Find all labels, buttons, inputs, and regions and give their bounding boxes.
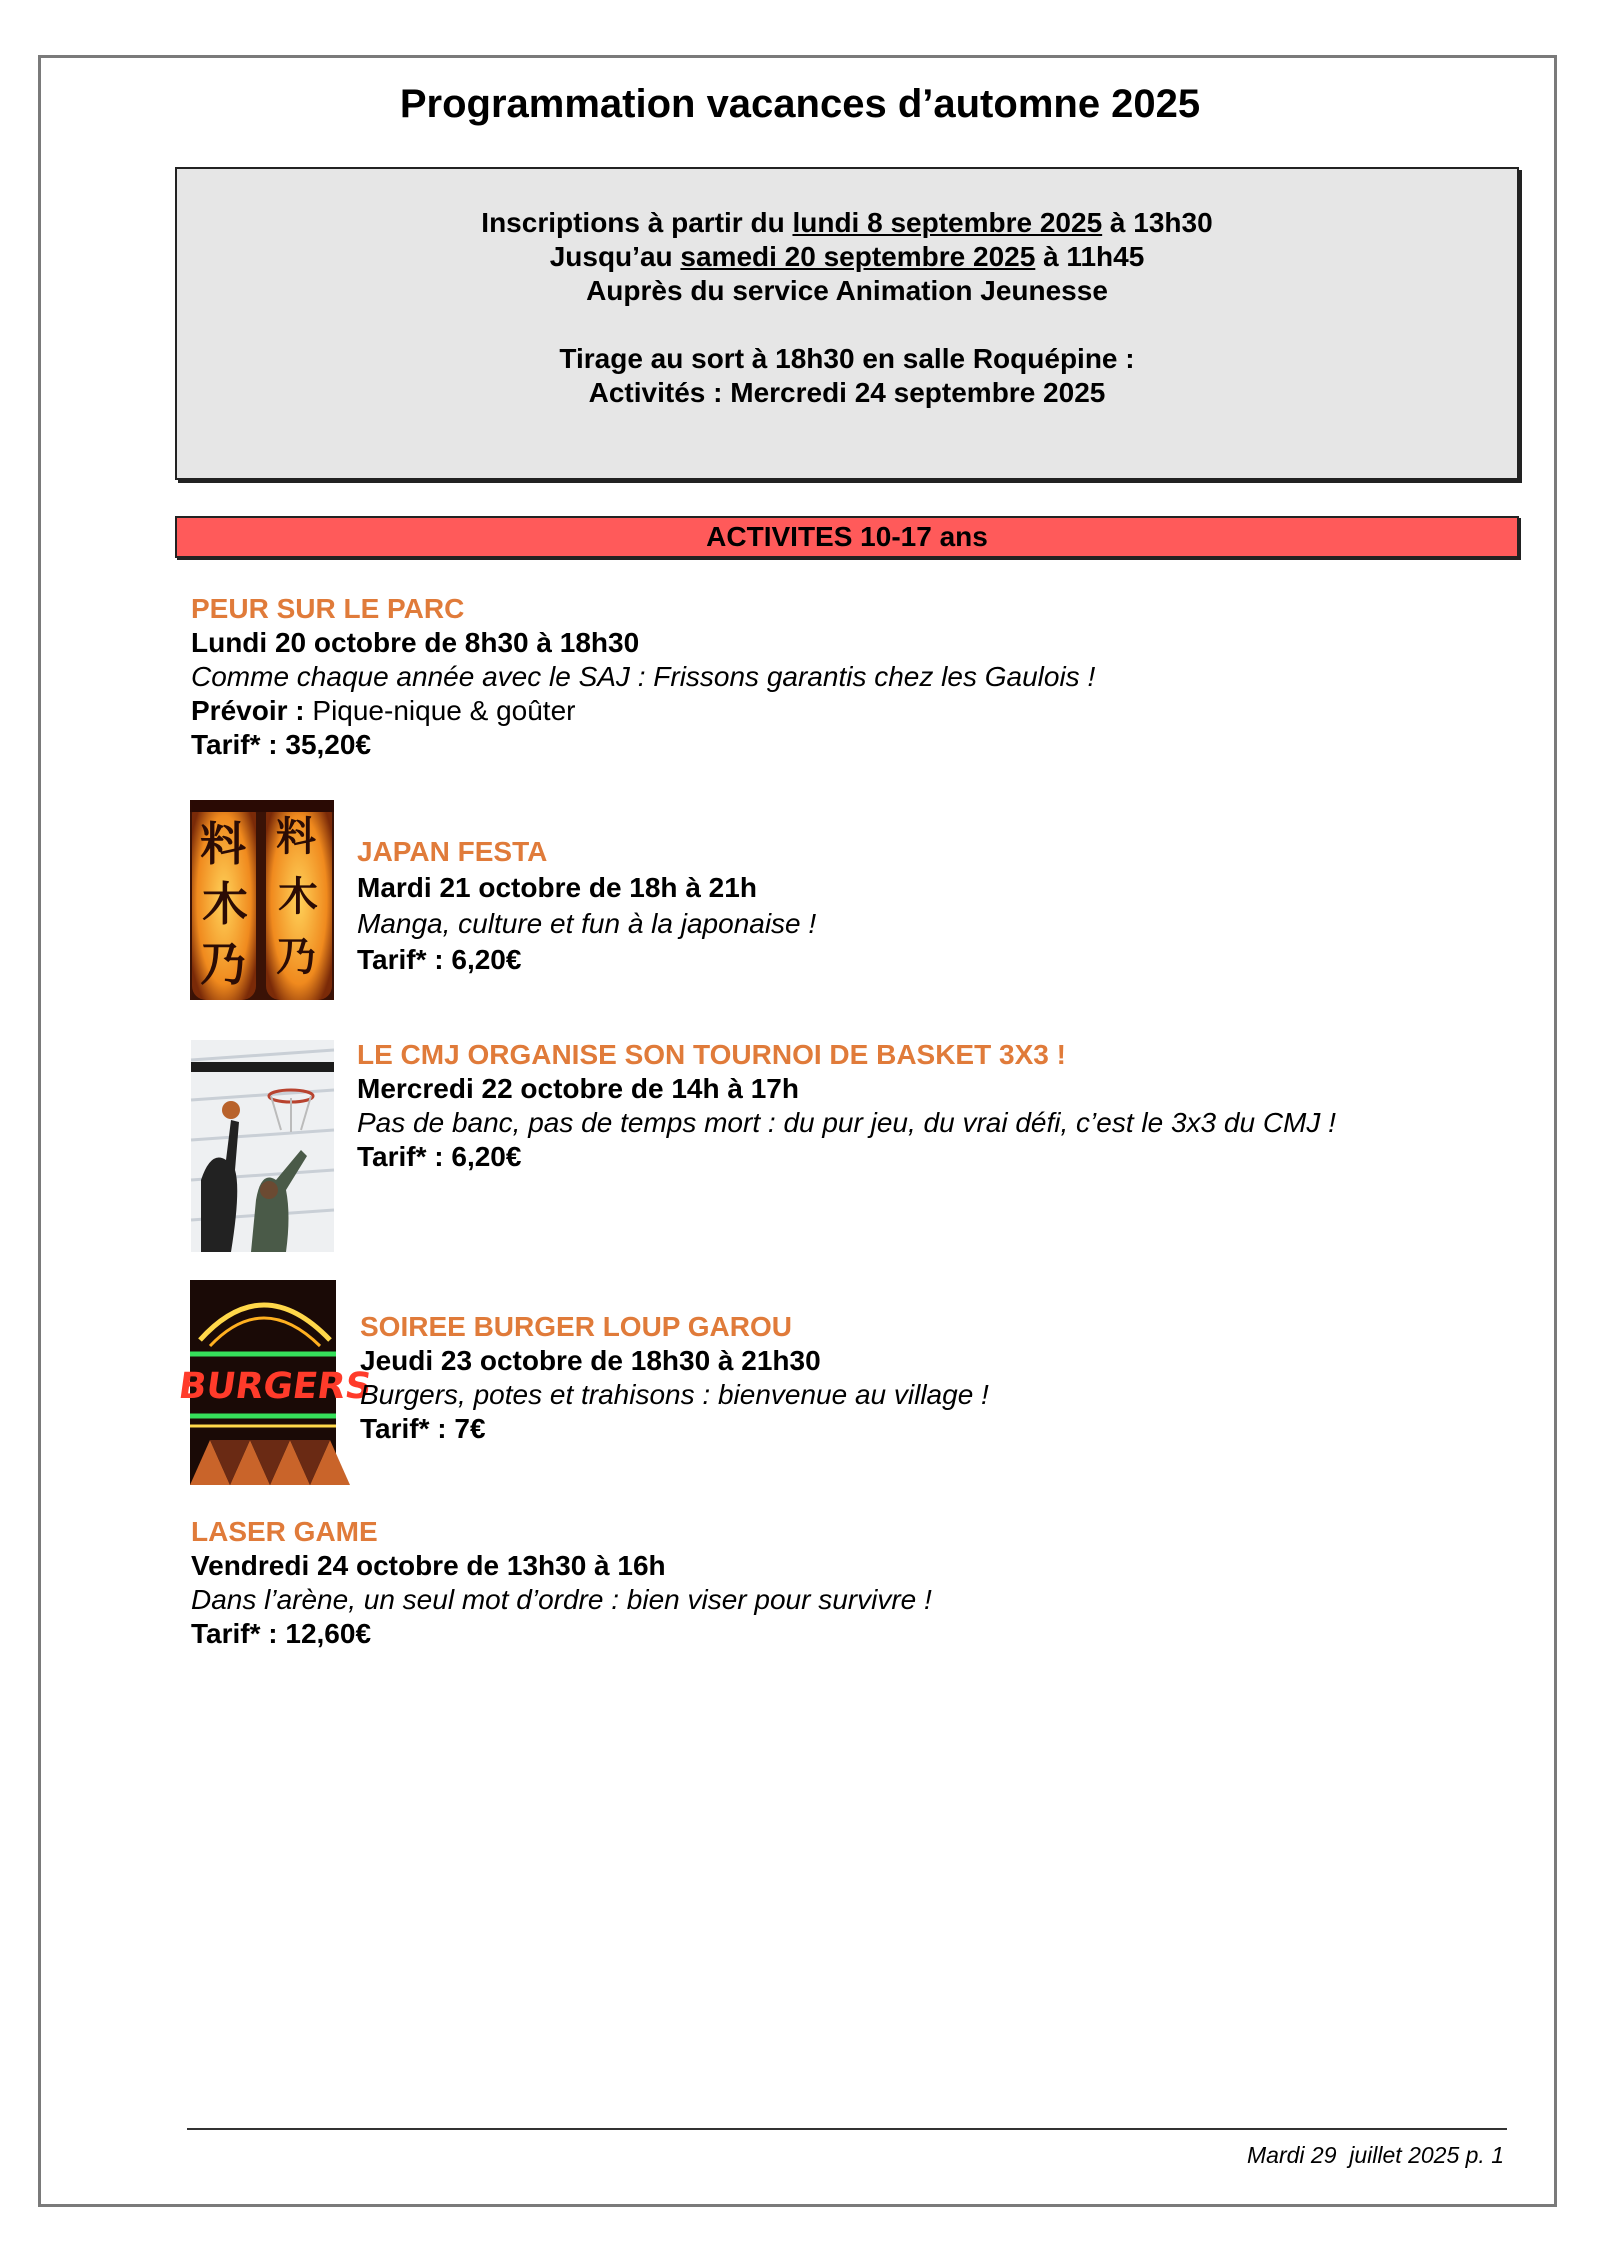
registration-start-line: Inscriptions à partir du lundi 8 septembre 2025 à 13h30 — [481, 207, 1213, 238]
activity-date: Jeudi 23 octobre de 18h30 à 21h30 — [360, 1345, 821, 1376]
svg-text:BURGERS: BURGERS — [176, 1364, 375, 1407]
draw-info: Tirage au sort à 18h30 en salle Roquépine : — [559, 343, 1135, 374]
activity-date: Vendredi 24 octobre de 13h30 à 16h — [191, 1550, 666, 1581]
registration-end-date: samedi 20 septembre 2025 — [680, 241, 1036, 272]
svg-text:料: 料 — [200, 817, 246, 871]
activity-tarif: Tarif* : 35,20€ — [191, 729, 372, 760]
activity-prevoir: Prévoir : Pique-nique & goûter — [191, 695, 576, 726]
draw-date: Activités : Mercredi 24 septembre 2025 — [588, 377, 1106, 408]
footer-divider — [187, 2128, 1507, 2130]
activity-soiree-burger — [360, 1310, 989, 1446]
activity-date: Mercredi 22 octobre de 14h à 17h — [357, 1073, 799, 1104]
svg-text:乃: 乃 — [276, 934, 316, 980]
activity-description: Pas de banc, pas de temps mort : du pur jeu, du vrai défi, c’est le 3x3 du CMJ ! — [357, 1107, 1336, 1138]
svg-text:木: 木 — [202, 877, 248, 931]
activity-tournoi-basket — [357, 1038, 1336, 1174]
basketball-players-image — [191, 1040, 334, 1252]
activity-tarif: Tarif* : 12,60€ — [191, 1618, 372, 1649]
footer-date-page: Mardi 29 juillet 2025 p. 1 — [1247, 2142, 1504, 2168]
activity-peur-sur-le-parc — [191, 592, 1095, 762]
activity-description: Dans l’arène, un seul mot d’ordre : bien viser pour survivre ! — [191, 1584, 932, 1615]
activity-date: Lundi 20 octobre de 8h30 à 18h30 — [191, 627, 640, 658]
activity-description: Comme chaque année avec le SAJ : Frissons garantis chez les Gaulois ! — [191, 661, 1096, 692]
activity-title: LASER GAME — [191, 1516, 378, 1547]
activity-tarif: Tarif* : 6,20€ — [357, 944, 522, 975]
activity-date: Mardi 21 octobre de 18h à 21h — [357, 872, 757, 903]
burgers-neon-image — [176, 1280, 375, 1485]
registration-start-date: lundi 8 septembre 2025 — [792, 207, 1103, 238]
activity-japan-festa — [357, 834, 816, 978]
registration-location: Auprès du service Animation Jeunesse — [586, 275, 1108, 306]
activity-description: Manga, culture et fun à la japonaise ! — [357, 908, 817, 939]
svg-text:料: 料 — [276, 814, 316, 860]
activity-laser-game — [191, 1515, 932, 1651]
activity-tarif: Tarif* : 6,20€ — [357, 1141, 522, 1172]
activity-title: JAPAN FESTA — [357, 836, 548, 867]
activity-title: SOIREE BURGER LOUP GAROU — [360, 1311, 792, 1342]
section-header-activities: ACTIVITES 10-17 ans — [175, 516, 1519, 558]
registration-info-box — [175, 167, 1519, 480]
activity-description: Burgers, potes et trahisons : bienvenue au village ! — [360, 1379, 989, 1410]
activity-title: PEUR SUR LE PARC — [191, 593, 465, 624]
activity-title: LE CMJ ORGANISE SON TOURNOI DE BASKET 3X3 ! — [357, 1039, 1066, 1070]
registration-end-line: Jusqu’au samedi 20 septembre 2025 à 11h45 — [549, 241, 1145, 272]
svg-text:木: 木 — [278, 874, 318, 920]
activity-tarif: Tarif* : 7€ — [360, 1413, 486, 1444]
svg-text:乃: 乃 — [200, 937, 246, 991]
japanese-lanterns-image — [190, 800, 334, 1000]
document-title: Programmation vacances d’automne 2025 — [399, 82, 1201, 126]
